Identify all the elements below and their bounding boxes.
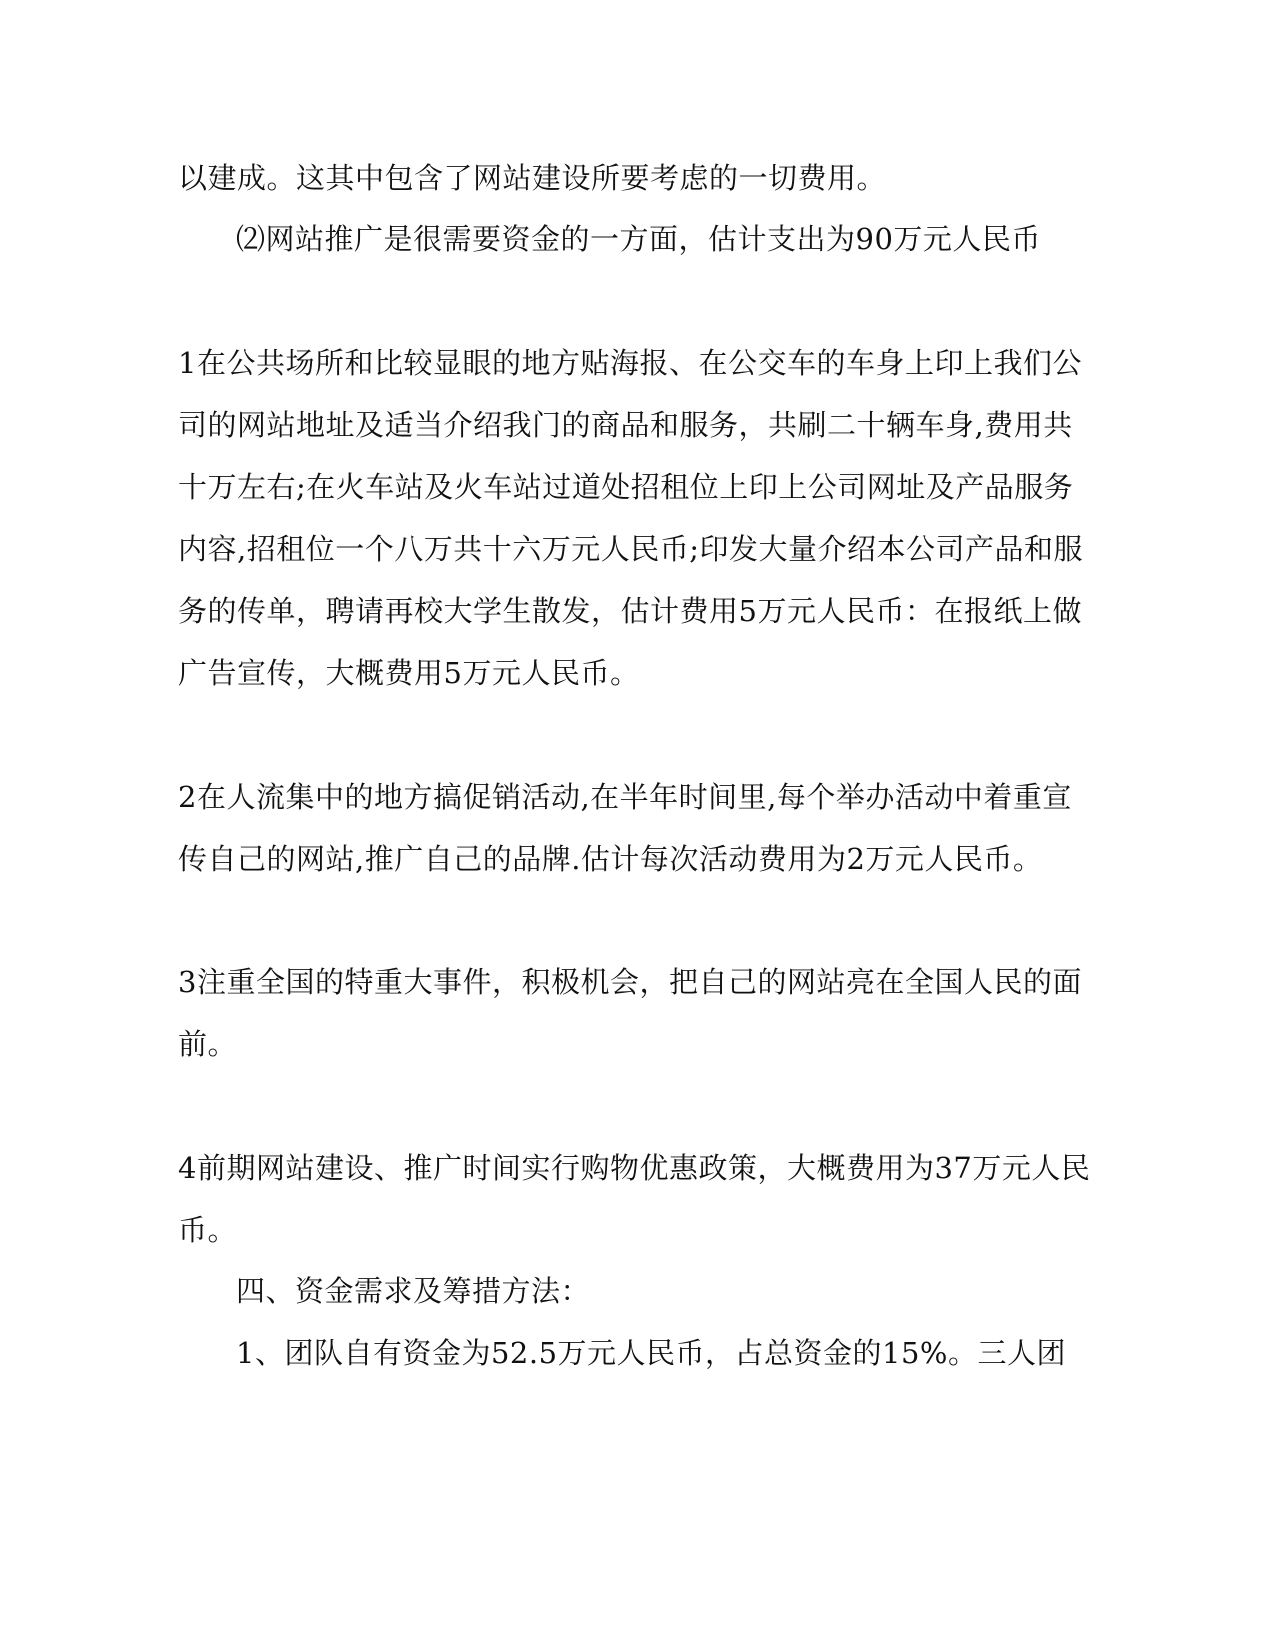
text-line-6: 内容,招租位一个八万共十六万元人民币;印发大量介绍本公司产品和服 (178, 532, 1083, 566)
text-line-5: 十万左右;在火车站及火车站过道处招租位上印上公司网址及产品服务 (178, 470, 1074, 504)
text-line-1: 以建成。这其中包含了网站建设所要考虑的一切费用。 (178, 161, 887, 195)
text-line-9: 2在人流集中的地方搞促销活动,在半年时间里,每个举办活动中着重宣 (178, 780, 1072, 814)
text-line-2: ⑵网站推广是很需要资金的一方面，估计支出为90万元人民币 (236, 222, 1041, 256)
section-heading: 四、资金需求及筹措方法： (236, 1274, 591, 1308)
text-line-11: 3注重全国的特重大事件，积极机会，把自己的网站亮在全国人民的面 (178, 965, 1082, 999)
text-line-12: 前。 (178, 1027, 238, 1061)
text-line-3: 1在公共场所和比较显眼的地方贴海报、在公交车的车身上印上我们公 (178, 346, 1082, 380)
text-line-14: 币。 (178, 1213, 238, 1247)
text-line-13: 4前期网站建设、推广时间实行购物优惠政策，大概费用为37万元人民 (178, 1151, 1091, 1185)
text-line-10: 传自己的网站,推广自己的品牌.估计每次活动费用为2万元人民币。 (178, 842, 1043, 876)
text-line-8: 广告宣传，大概费用5万元人民币。 (178, 656, 640, 690)
text-line-7: 务的传单，聘请再校大学生散发，估计费用5万元人民币：在报纸上做 (178, 594, 1082, 628)
text-line-4: 司的网站地址及适当介绍我门的商品和服务，共刷二十辆车身,费用共 (178, 408, 1073, 442)
text-line-16: 1、团队自有资金为52.5万元人民币，占总资金的15%。三人团 (236, 1336, 1066, 1370)
